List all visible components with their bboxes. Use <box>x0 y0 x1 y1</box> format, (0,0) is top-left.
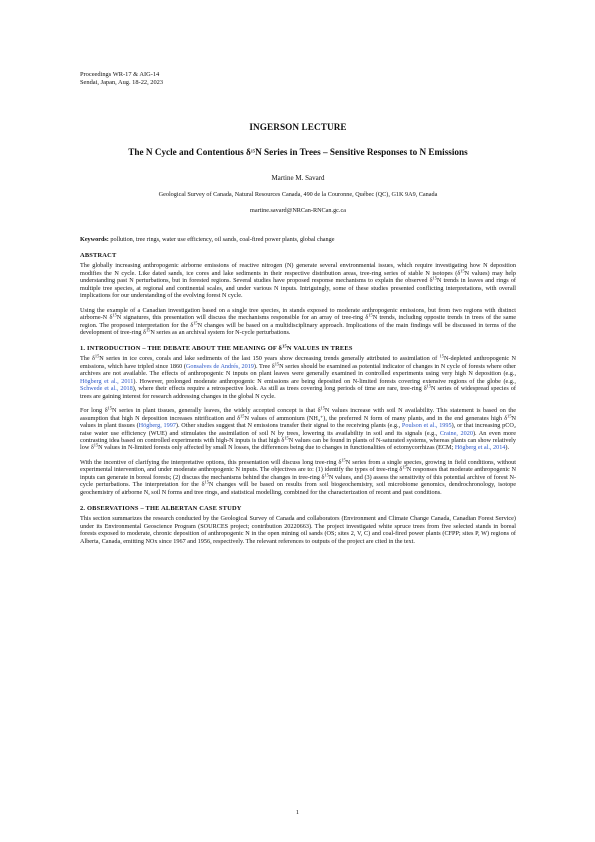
section-1-heading: 1. INTRODUCTION – THE DEBATE ABOUT THE MEANING OF $\delta^{15}N$ VALUES IN TREES <box>80 344 353 353</box>
section-2-heading: 2. OBSERVATIONS – THE ALBERTAN CASE STUDY <box>80 505 242 513</box>
paper-page <box>80 71 516 545</box>
section-1-paragraph-1: The $\delta^{15}N$ series in ice cores, corals and lake sediments of the last 150 years show decreasing trends generally attributed to assimilation of $^{15}$N-depleted anthropogenic N emissions, which have tripled since 1860 (Gonsalves de Andrés, 2019). Tree $\delta^{15}N$ series should be examined as potential indicator of changes in N cycle of forests where other archives are not available. The effects of anthropogenic N inputs on plant leaves were generally examined in controlled experiments using very high N deposition (e.g., Högberg et al., 2011). However, prolonged moderate anthropogenic N emissions are being deposited on N-limited forests covering extensive regions of the globe (e.g., Schwede et al., 2018), where their effects require a retrospective look. As still as trees covering long periods of time are rare, tree-ring $\delta^{15}N$ series of widespread species of trees are gaining interest for research addressing changes in the global N cycle. <box>80 354 516 400</box>
citation-link[interactable]: Högberg, 1997 <box>138 422 176 430</box>
abstract-paragraph-2: Using the example of a Canadian investigation based on a single tree species, in stands exposed to moderate anthropogenic emissions, but from two regions with distinct airborne-N $\delta^{15}N$ signatures, this presentation will discuss the mechanisms responsible for an array of tree-ring $\delta^{15}N$ trends, including opposite trends in trees of the same region. The proposed interpretation for the $\delta^{15}N$ changes will be based on a multidisciplinary approach. Implications of the main findings will be discussed in terms of the development of tree-ring $\delta^{15}N$ series as an archival system for N-cycle perturbations. <box>80 306 517 337</box>
citation-link[interactable]: Schwede et al., 2018 <box>80 385 133 393</box>
citation-link[interactable]: Högberg et al., 2014 <box>454 444 506 452</box>
proceedings-header <box>80 71 516 87</box>
citation-link[interactable]: Gonsalves de Andrés, 2019 <box>185 362 254 370</box>
author-affiliation: Geological Survey of Canada, Natural Resources Canada, 490 de la Couronne, Québec (QC), G1K 9A9, Canada <box>158 191 438 199</box>
proceedings-title: Proceedings WR-17 & AIG-14 <box>80 71 160 78</box>
author-name: Martine M. Savard <box>271 174 325 183</box>
section-1-paragraph-2: For long $\delta^{15}N$ series in plant tissues, generally leaves, the widely accepted concept is that $\delta^{15}N$ values increase with soil N availability. This statement is based on the assumption that high N deposition increases nitrification and $\delta^{15}N$ values of ammonium (NH₄⁺), the preferred N form of many plants, and in the end generates high $\delta^{15}N$ values in plant tissues (Högberg, 1997). Other studies suggest that N emissions transfer their signal to the receiving plants (e.g., Poulson et al., 1995), or that increasing pCO₂ raise water use efficiency (WUE) and stimulates the assimilation of soil N by trees, lowering its availability in soil and its signals (e.g., Craine, 2020). An even more contrasting idea based on controlled experiments with high-N inputs is that high $\delta^{15}N$ values can be found in plants of N-saturated systems, whereas plants can show relatively low $\delta^{15}N$ values in N-limited forests only affected by small N losses, the differences being due to changes in functionalities of ectomycorrhizas (ECM; Högberg et al., 2014). <box>80 405 517 452</box>
section-1-paragraph-3: With the incentive of clarifying the interpretative options, this presentation will discuss long tree-ring $\delta^{15}N$ series from a single species, growing in field conditions, without experimental intervention, and under moderate anthropogenic N inputs. The objectives are to: (1) identify the types of tree-ring $\delta^{15}N$ responses that moderate anthropogenic N inputs can generate in boreal forests; (2) discuss the mechanisms behind the changes in tree-ring $\delta^{15}N$ values, and (3) assess the sensitivity of this potential archive of forest N-cycle perturbations. The interpretation for the $\delta^{15}N$ changes will be based on results from soil biogeochemistry, soil microbiome genomics, dendrochronology, isotope geochemistry of airborne N, soil N forms and tree rings, and statistical modelling, combined for the characterization of recent and past conditions. <box>80 457 517 496</box>
keywords-label: Keywords: <box>80 236 109 244</box>
abstract-paragraph-1: The globally increasing anthropogenic airborne emissions of reactive nitrogen (N) generate several environmental issues, which require investigating how N deposition modifies the N cycle. Like dated sands, ice cores and lake sediments in their respective distribution areas, tree-ring series of stable N isotopes ($\delta^{15}N$ values) may help understanding past N perturbations, but in forested regions. Several studies have proposed response mechanisms to explain the observed $\delta^{15}N$ trends in leaves and rings of multiple tree species, at regional and continental scales, and under various N inputs. Intriguingly, some of these studies presented conflicting interpretations, with overall implications for our understanding of the evolving forest N cycle. <box>80 262 516 300</box>
abstract-heading: ABSTRACT <box>80 252 117 260</box>
proceedings-location: Sendai, Japan, Aug. 18-22, 2023 <box>80 79 164 87</box>
section-2-paragraph-1: This section summarizes the research conducted by the Geological Survey of Canada and collaborators (Environment and Climate Change Canada, Canadian Forest Service) under its Environmental Geoscience Program (SOURCES project; contribution 20220663). The project investigated white spruce trees from five selected stands in boreal forests exposed to moderate, chronic deposition of anthropogenic N in the open mining oil sands (OS; sites 2, V, C) and coal-fired power plants (CFPP; sites P, W) regions of Alberta, Canada, emitting NOx since 1967 and 1956, respectively. The relevant references to outputs of the project are cited in the text. <box>80 515 516 545</box>
citation-link[interactable]: Poulson et al., 1995 <box>401 422 452 430</box>
citation-link[interactable]: Högberg et al., 2011 <box>80 377 134 385</box>
author-email[interactable]: martine.savard@NRCan-RNCan.gc.ca <box>250 207 346 215</box>
paper-title: The N Cycle and Contentious $\delta^{15}N$ Series in Trees – Sensitive Responses to N Emissions <box>128 147 468 158</box>
lecture-label: INGERSON LECTURE <box>249 122 347 133</box>
page-number: 1 <box>295 809 300 816</box>
citation-link[interactable]: Craine, 2020 <box>439 429 473 437</box>
keywords <box>80 236 516 243</box>
keywords-text: pollution, tree rings, water use efficiency, oil sands, coal-fired power plants, global change <box>108 236 335 244</box>
